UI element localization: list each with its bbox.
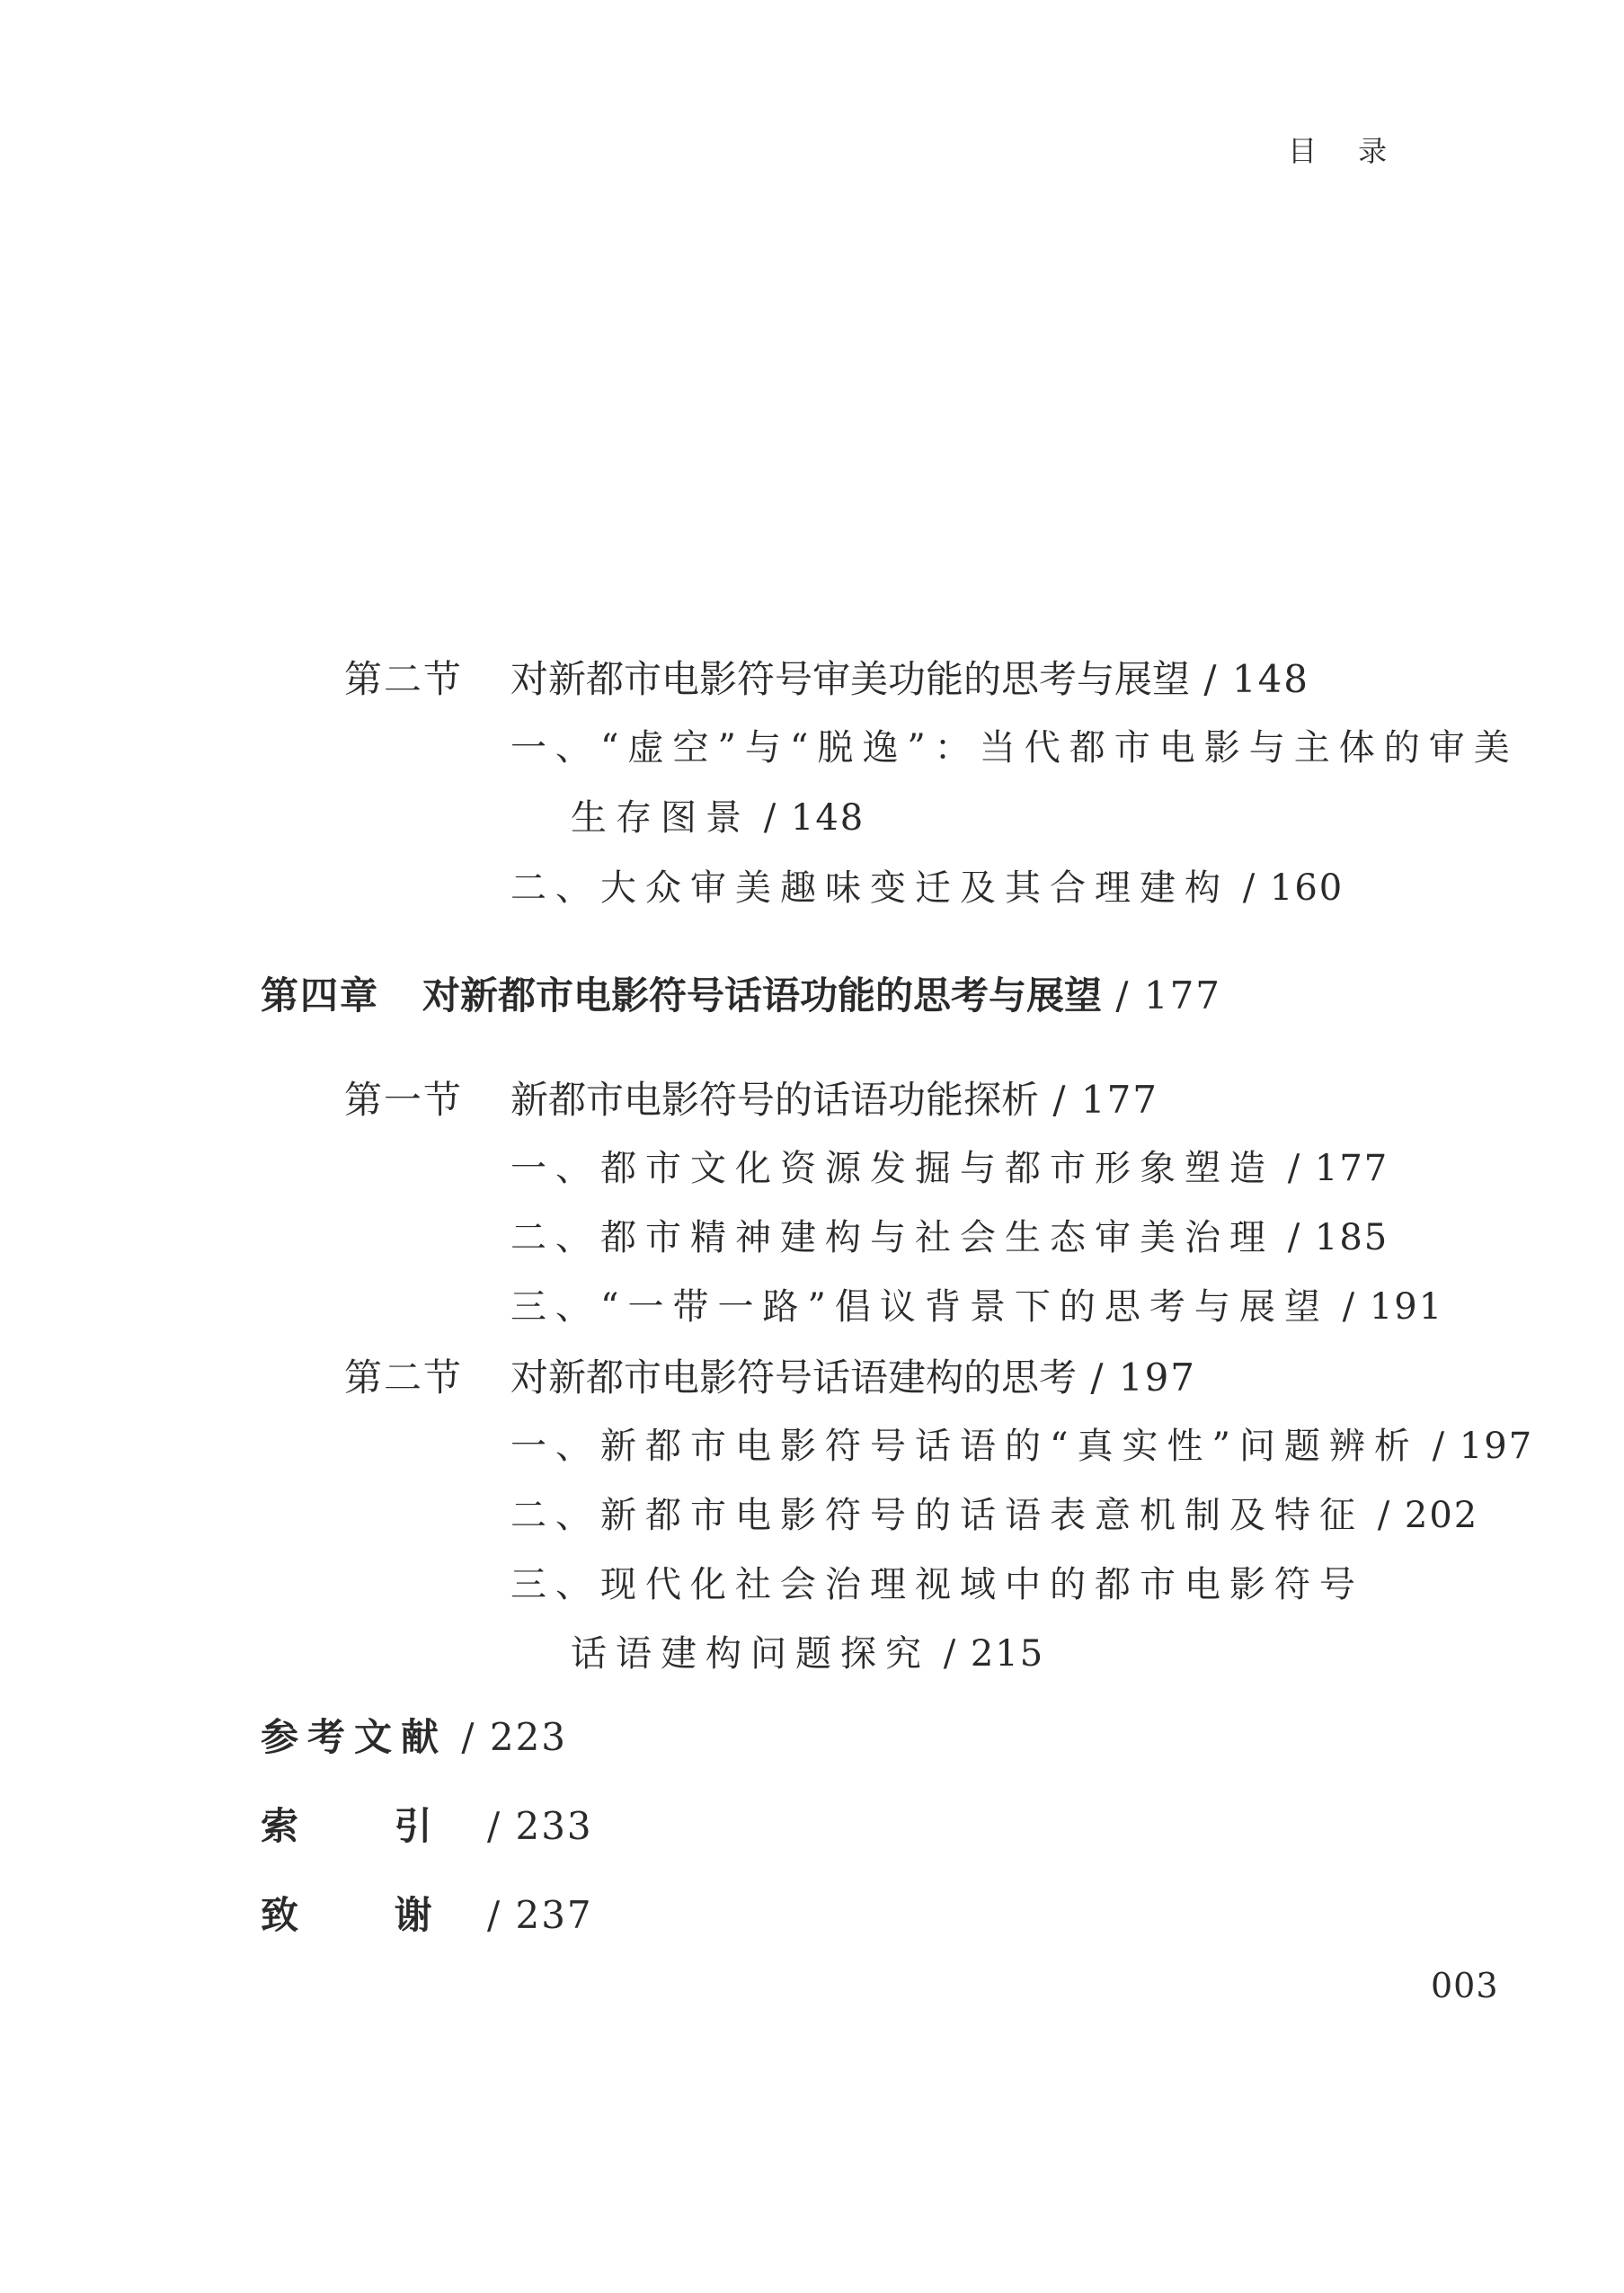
item-text: 三、现代化社会治理视域中的都市电影符号 — [510, 1564, 1364, 1605]
toc-section-2-2[interactable] — [344, 657, 1310, 701]
item-text: 三、“一带一路”倡议背景下的思考与展望 — [510, 1286, 1329, 1328]
section-label: 第二节 — [344, 1355, 464, 1400]
toc-item-2-2-2[interactable] — [510, 867, 1344, 909]
page-ref: / 223 — [448, 1715, 568, 1759]
toc-section-4-2[interactable] — [344, 1355, 1197, 1400]
page-ref: / 202 — [1364, 1495, 1479, 1536]
section-label: 第二节 — [344, 657, 464, 701]
page-ref: / 237 — [473, 1893, 593, 1937]
toc-item-4-2-2[interactable] — [510, 1495, 1479, 1536]
page-ref: / 233 — [473, 1804, 593, 1848]
toc-item-4-2-3[interactable] — [510, 1564, 1364, 1605]
section-title: 新都市电影符号的话语功能探析 — [510, 1078, 1040, 1122]
item-text: 生存图景 — [571, 797, 750, 839]
chapter-label: 第四章 — [261, 973, 380, 1018]
page-ref: / 191 — [1328, 1286, 1444, 1328]
toc-item-2-2-1[interactable] — [510, 727, 1519, 769]
page-ref: / 148 — [750, 797, 865, 839]
item-text: 一、“虚空”与“脱逸”：当代都市电影与主体的审美 — [510, 727, 1519, 769]
toc-item-4-2-3-cont[interactable] — [571, 1633, 1045, 1675]
page-ref: / 197 — [1077, 1355, 1197, 1400]
running-header: 目 录 — [1288, 134, 1404, 168]
toc-section-4-1[interactable] — [344, 1078, 1159, 1122]
page-ref: / 160 — [1229, 867, 1344, 909]
chapter-title: 对新都市电影符号话语功能的思考与展望 — [422, 973, 1103, 1018]
item-text: 一、新都市电影符号话语的“真实性”问题辨析 — [510, 1426, 1419, 1467]
page-ref: / 148 — [1190, 657, 1310, 701]
page-ref: / 177 — [1039, 1078, 1159, 1122]
toc-chapter-4[interactable] — [261, 973, 1222, 1018]
item-text: 一、都市文化资源发掘与都市形象塑造 — [510, 1148, 1274, 1189]
toc-item-4-1-1[interactable] — [510, 1148, 1389, 1189]
page-ref: / 215 — [930, 1633, 1045, 1675]
toc-acknowledgements[interactable] — [261, 1893, 593, 1937]
toc-index[interactable] — [261, 1804, 593, 1848]
page-ref: / 185 — [1274, 1217, 1389, 1258]
item-text: 话语建构问题探究 — [571, 1633, 930, 1675]
entry-title: 参考文献 — [261, 1715, 448, 1759]
section-label: 第一节 — [344, 1078, 464, 1122]
page-ref: / 177 — [1274, 1148, 1389, 1189]
toc-item-2-2-1-cont[interactable] — [571, 797, 865, 839]
toc-references[interactable] — [261, 1715, 568, 1759]
toc-item-4-2-1[interactable] — [510, 1426, 1534, 1467]
section-title: 对新都市电影符号审美功能的思考与展望 — [510, 657, 1191, 701]
item-text: 二、新都市电影符号的话语表意机制及特征 — [510, 1495, 1364, 1536]
page-ref: / 197 — [1418, 1426, 1534, 1467]
item-text: 二、大众审美趣味变迁及其合理建构 — [510, 867, 1229, 909]
section-title: 对新都市电影符号话语建构的思考 — [510, 1355, 1078, 1400]
toc-item-4-1-3[interactable] — [510, 1286, 1444, 1328]
item-text: 二、都市精神建构与社会生态审美治理 — [510, 1217, 1274, 1258]
toc-item-4-1-2[interactable] — [510, 1217, 1389, 1258]
entry-title: 致 谢 — [261, 1893, 474, 1937]
entry-title: 索 引 — [261, 1804, 474, 1848]
page-number: 003 — [1431, 1966, 1499, 2005]
page-ref: / 177 — [1102, 973, 1222, 1018]
